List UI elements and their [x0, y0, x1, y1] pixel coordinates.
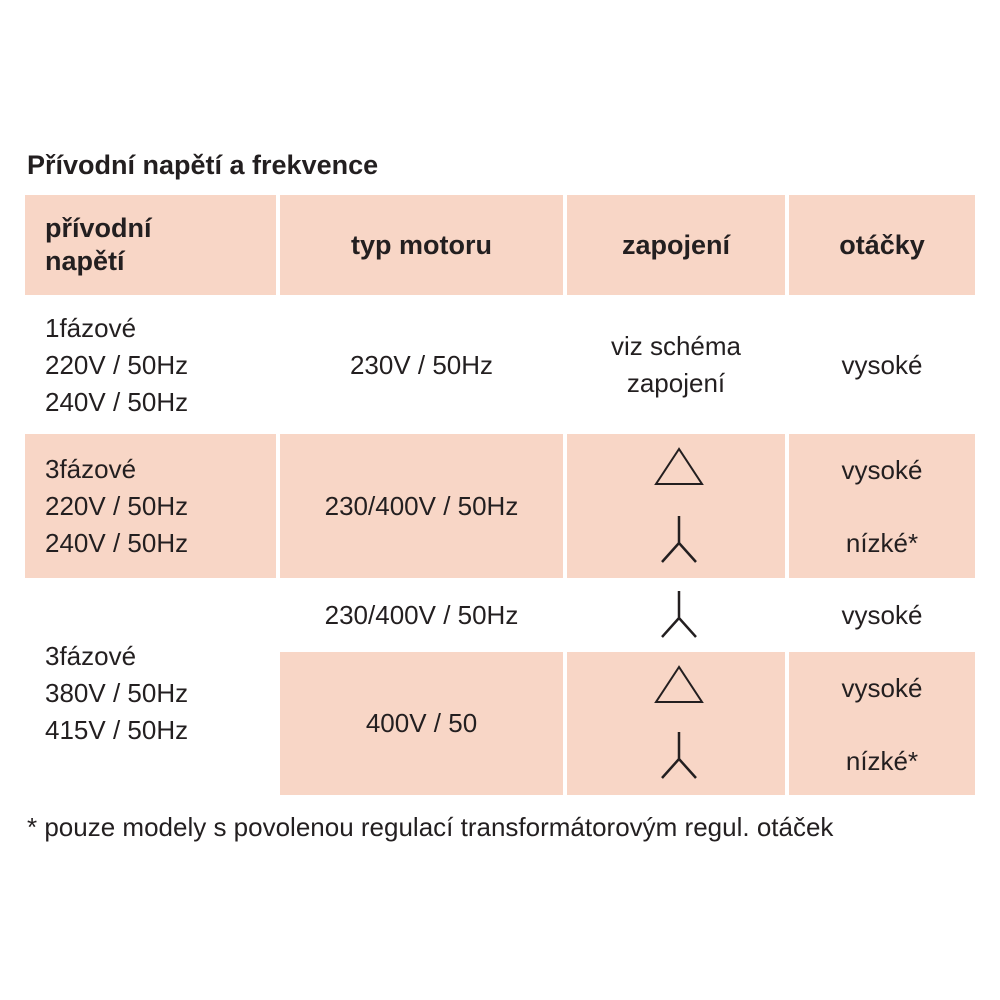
row1-supply-line: 220V / 50Hz — [45, 349, 189, 380]
row1-connection-line: zapojení — [626, 368, 726, 398]
row2-speed-high: vysoké — [841, 454, 923, 485]
header-supply-voltage — [25, 195, 276, 295]
row3b-speed-low: nízké* — [845, 745, 919, 776]
row2-supply-line: 240V / 50Hz — [45, 527, 189, 558]
header-motor-type: typ motoru — [280, 195, 563, 295]
header-supply-line2: napětí — [45, 246, 125, 276]
row3-supply-line: 415V / 50Hz — [45, 715, 189, 745]
row3a-speed: vysoké — [841, 599, 923, 630]
row2-supply-line: 220V / 50Hz — [45, 490, 189, 521]
delta-icon — [653, 446, 705, 488]
row2-motor: 230/400V / 50Hz — [280, 434, 563, 578]
row2-speed-low: nízké* — [845, 527, 919, 558]
row3b-speed-high: vysoké — [841, 672, 923, 703]
row1-speed: vysoké — [841, 349, 923, 380]
row1-supply — [25, 309, 276, 421]
row3b-motor: 400V / 50 — [280, 652, 563, 795]
row3-supply-line: 3fázové — [45, 641, 137, 671]
row2-supply — [25, 434, 276, 578]
star-icon — [658, 729, 700, 781]
header-supply-line1: přívodní — [45, 213, 152, 243]
delta-icon — [653, 664, 705, 706]
header-connection: zapojení — [567, 195, 785, 295]
row1-connection-line: viz schéma — [610, 331, 742, 361]
table-title: Přívodní napětí a frekvence — [27, 150, 379, 180]
row1-connection — [567, 309, 785, 421]
row3-supply — [25, 592, 276, 795]
row1-supply-line: 1fázové — [45, 312, 137, 343]
row2-supply-line: 3fázové — [45, 453, 137, 484]
footnote: * pouze modely s povolenou regulací transformátorovým regul. otáček — [27, 812, 834, 842]
row1-motor: 230V / 50Hz — [349, 349, 494, 380]
row3-supply-line: 380V / 50Hz — [45, 678, 189, 708]
star-icon — [658, 513, 700, 565]
header-speed: otáčky — [789, 195, 975, 295]
row1-supply-line: 240V / 50Hz — [45, 386, 189, 417]
star-icon — [658, 588, 700, 640]
row3a-motor: 230/400V / 50Hz — [324, 599, 519, 630]
